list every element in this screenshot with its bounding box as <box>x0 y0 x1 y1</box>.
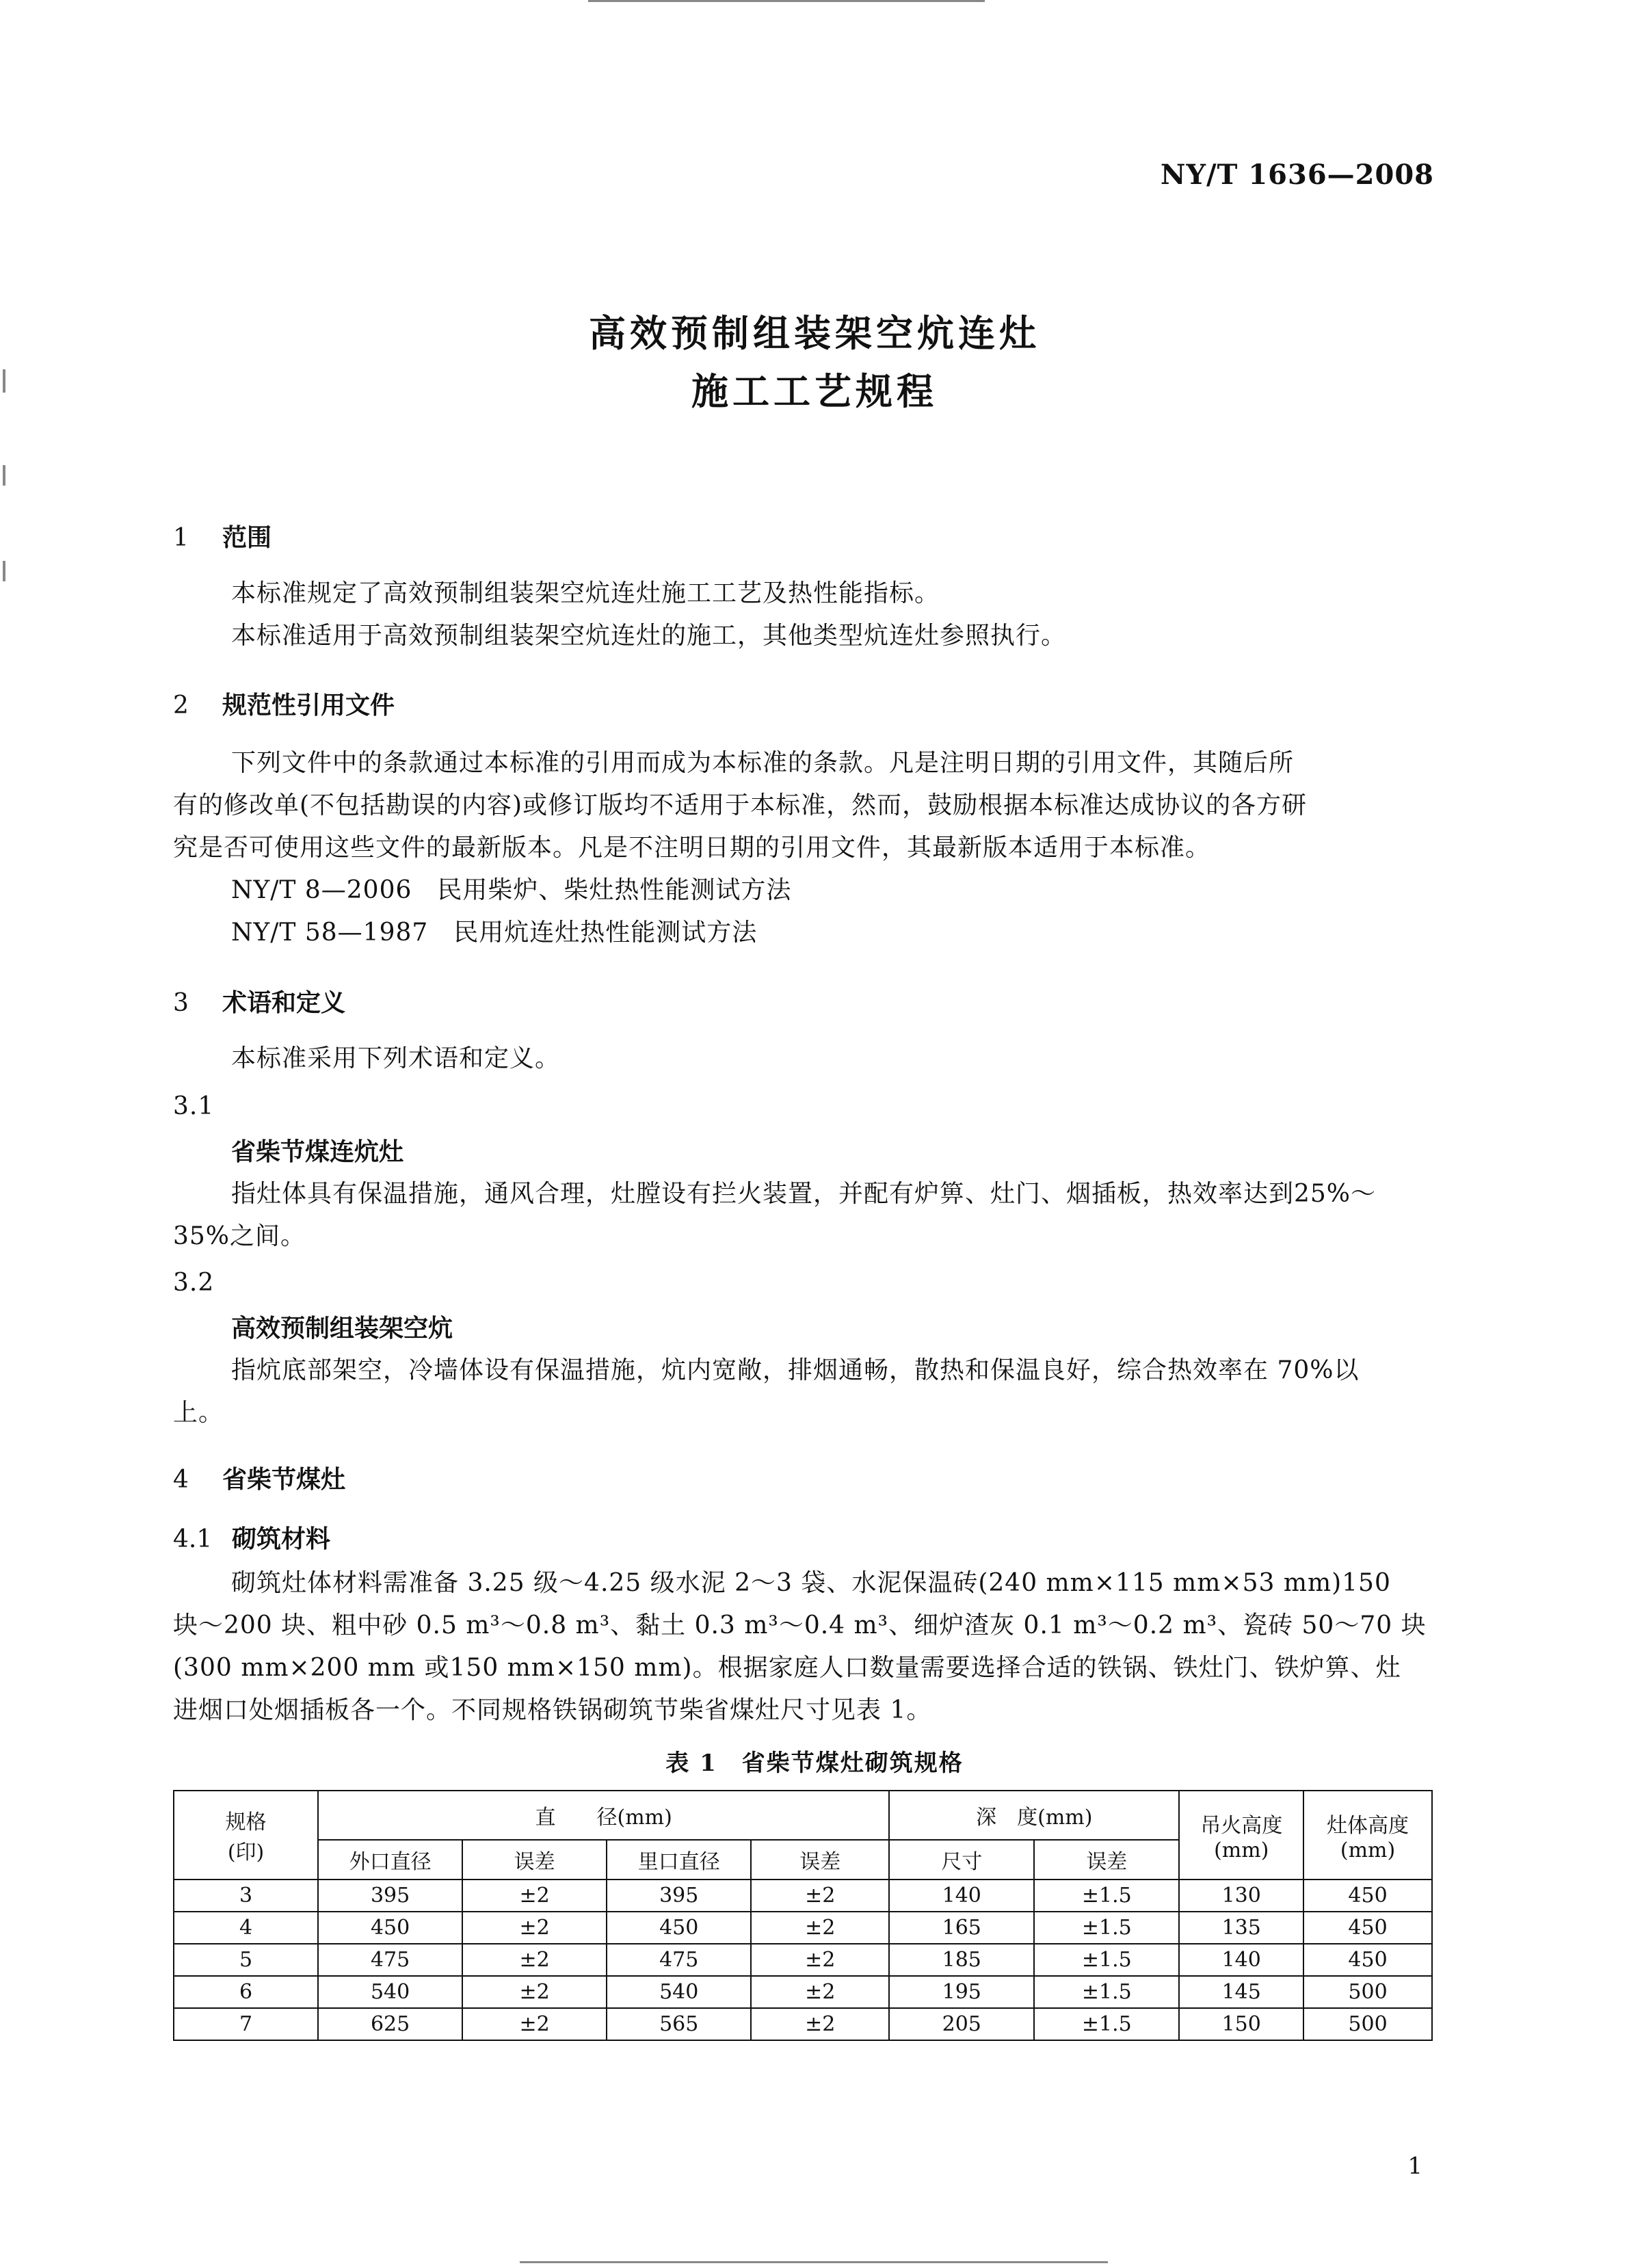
paragraph-line: 究是否可使用这些文件的最新版本。凡是不注明日期的引用文件，其最新版本适用于本标准。 <box>173 834 1211 862</box>
table-row <box>174 2008 1432 2040</box>
table-cell: 565 <box>607 2008 751 2040</box>
document-title-line2: 施工工艺规程 <box>691 369 938 413</box>
table-cell: 450 <box>1303 1912 1432 1944</box>
table-cell: ±2 <box>751 1944 889 1976</box>
table-cell: 450 <box>1303 1880 1432 1912</box>
paragraph: 本标准规定了高效预制组装架空炕连灶施工工艺及热性能指标。 <box>231 579 940 607</box>
table-cell: 475 <box>607 1944 751 1976</box>
table-cell: ±1.5 <box>1034 1912 1179 1944</box>
subheader-error: 误差 <box>751 1840 889 1880</box>
header-spec <box>174 1791 318 1880</box>
paragraph-line: 有的修改单(不包括勘误的内容)或修订版均不适用于本标准，然而，鼓励根据本标准达成协议的各方研 <box>173 791 1308 819</box>
table-cell: 450 <box>318 1912 462 1944</box>
table-cell: 7 <box>174 2008 318 2040</box>
definition-line: 35%之间。 <box>173 1222 306 1250</box>
section-title: 术语和定义 <box>222 988 346 1017</box>
table-cell: ±1.5 <box>1034 1976 1179 2008</box>
header-depth: 深 度(mm) <box>889 1791 1179 1840</box>
table-cell: 500 <box>1303 2008 1432 2040</box>
section-title: 范围 <box>222 523 272 552</box>
subsection-title: 砌筑材料 <box>232 1525 331 1553</box>
paragraph: 本标准适用于高效预制组装架空炕连灶的施工，其他类型炕连灶参照执行。 <box>231 622 1067 650</box>
table-cell: 450 <box>607 1912 751 1944</box>
paragraph-line: 砌筑灶体材料需准备 3.25 级～4.25 级水泥 2～3 袋、水泥保温砖(240 mm×115 mm×53 mm)150 <box>231 1569 1391 1597</box>
table-row <box>174 1880 1432 1912</box>
table-cell: 150 <box>1179 2008 1303 2040</box>
subheader-outer-diameter: 外口直径 <box>318 1840 462 1880</box>
reference-item: NY/T 8—2006 民用柴炉、柴灶热性能测试方法 <box>231 876 792 904</box>
section-title: 规范性引用文件 <box>222 691 395 720</box>
header-spec-unit: (印) <box>227 1841 265 1864</box>
term-name: 省柴节煤连炕灶 <box>231 1137 404 1166</box>
table-row <box>174 1944 1432 1976</box>
reference-item: NY/T 58—1987 民用炕连灶热性能测试方法 <box>231 919 758 947</box>
scan-edge-mark <box>3 561 5 581</box>
table-cell: 185 <box>889 1944 1034 1976</box>
section-title: 省柴节煤灶 <box>222 1465 346 1494</box>
table-cell: ±1.5 <box>1034 2008 1179 2040</box>
spec-table <box>173 1790 1433 2041</box>
table-cell: ±2 <box>462 1976 607 2008</box>
section-3-heading <box>173 984 345 1018</box>
table-cell: 450 <box>1303 1944 1432 1976</box>
scan-edge-mark <box>588 0 985 2</box>
table-cell: 540 <box>607 1976 751 2008</box>
table-cell: ±2 <box>462 1944 607 1976</box>
subheader-error: 误差 <box>1034 1840 1179 1880</box>
table-cell: 135 <box>1179 1912 1303 1944</box>
paragraph-line: 下列文件中的条款通过本标准的引用而成为本标准的条款。凡是注明日期的引用文件，其随后所 <box>231 749 1295 777</box>
header-fire-height-label: 吊火高度 <box>1200 1813 1283 1838</box>
section-number: 4 <box>173 1466 189 1494</box>
section-number: 2 <box>173 691 189 720</box>
table-cell: ±2 <box>462 2008 607 2040</box>
scan-edge-mark <box>3 465 5 486</box>
table-caption: 表 1 省柴节煤灶砌筑规格 <box>665 1750 964 1777</box>
document-title-line1: 高效预制组装架空炕连灶 <box>589 311 1040 355</box>
table-cell: 145 <box>1179 1976 1303 2008</box>
paragraph-line: 块～200 块、粗中砂 0.5 m³～0.8 m³、黏土 0.3 m³～0.4 m³、细炉渣灰 0.1 m³～0.2 m³、瓷砖 50～70 块 <box>173 1611 1427 1639</box>
table-cell: 130 <box>1179 1880 1303 1912</box>
table-row <box>174 1912 1432 1944</box>
term-number: 3.2 <box>173 1269 215 1297</box>
table-cell: 6 <box>174 1976 318 2008</box>
term-name: 高效预制组装架空炕 <box>231 1314 453 1343</box>
definition-line: 上。 <box>173 1399 224 1427</box>
table-cell: ±2 <box>462 1880 607 1912</box>
header-spec-label: 规格 <box>225 1810 267 1834</box>
table-cell: 540 <box>318 1976 462 2008</box>
header-diameter: 直 径(mm) <box>318 1791 889 1840</box>
subheader-size: 尺寸 <box>889 1840 1034 1880</box>
table-cell: 3 <box>174 1880 318 1912</box>
table-cell: 5 <box>174 1944 318 1976</box>
table-cell: 4 <box>174 1912 318 1944</box>
table-cell: 205 <box>889 2008 1034 2040</box>
section-number: 3 <box>173 989 189 1017</box>
paragraph: 本标准采用下列术语和定义。 <box>231 1044 561 1072</box>
subsection-number: 4.1 <box>173 1525 213 1553</box>
table-cell: ±2 <box>751 1880 889 1912</box>
table-cell: 195 <box>889 1976 1034 2008</box>
section-number: 1 <box>173 524 189 552</box>
table-cell: 625 <box>318 2008 462 2040</box>
scan-edge-mark <box>520 2261 1108 2263</box>
table-cell: 500 <box>1303 1976 1432 2008</box>
header-body-height <box>1303 1791 1432 1880</box>
table-cell: ±2 <box>751 2008 889 2040</box>
table-cell: ±1.5 <box>1034 1880 1179 1912</box>
header-fire-height-unit: (mm) <box>1214 1838 1269 1862</box>
table-cell: 395 <box>607 1880 751 1912</box>
table-cell: ±2 <box>751 1912 889 1944</box>
table-row <box>174 1976 1432 2008</box>
header-fire-height <box>1179 1791 1303 1880</box>
table-cell: 165 <box>889 1912 1034 1944</box>
section-2-heading <box>173 686 395 721</box>
header-body-height-label: 灶体高度 <box>1327 1813 1409 1838</box>
subheader-error: 误差 <box>462 1840 607 1880</box>
subheader-inner-diameter: 里口直径 <box>607 1840 751 1880</box>
term-number: 3.1 <box>173 1092 215 1120</box>
table-cell: 475 <box>318 1944 462 1976</box>
paragraph-line: (300 mm×200 mm 或150 mm×150 mm)。根据家庭人口数量需要选择合适的铁锅、铁灶门、铁炉箅、灶 <box>173 1654 1401 1682</box>
table-cell: 395 <box>318 1880 462 1912</box>
standard-code: NY/T 1636—2008 <box>1160 159 1434 191</box>
paragraph-line: 进烟口处烟插板各一个。不同规格铁锅砌筑节柴省煤灶尺寸见表 1。 <box>173 1696 932 1724</box>
table-cell: ±2 <box>462 1912 607 1944</box>
page-number: 1 <box>1407 2152 1422 2180</box>
table-cell: 140 <box>889 1880 1034 1912</box>
section-1-heading <box>173 518 272 553</box>
table-cell: ±1.5 <box>1034 1944 1179 1976</box>
section-4-heading <box>173 1460 345 1495</box>
definition-line: 指灶体具有保温措施，通风合理，灶膛设有拦火装置，并配有炉箅、灶门、烟插板，热效率达到25%～ <box>231 1180 1377 1208</box>
header-body-height-unit: (mm) <box>1340 1838 1396 1862</box>
table-cell: 140 <box>1179 1944 1303 1976</box>
table-cell: ±2 <box>751 1976 889 2008</box>
definition-line: 指炕底部架空，冷墙体设有保温措施，炕内宽敞，排烟通畅，散热和保温良好，综合热效率在 70%以 <box>231 1356 1360 1384</box>
subsection-4-1-heading <box>173 1520 330 1555</box>
